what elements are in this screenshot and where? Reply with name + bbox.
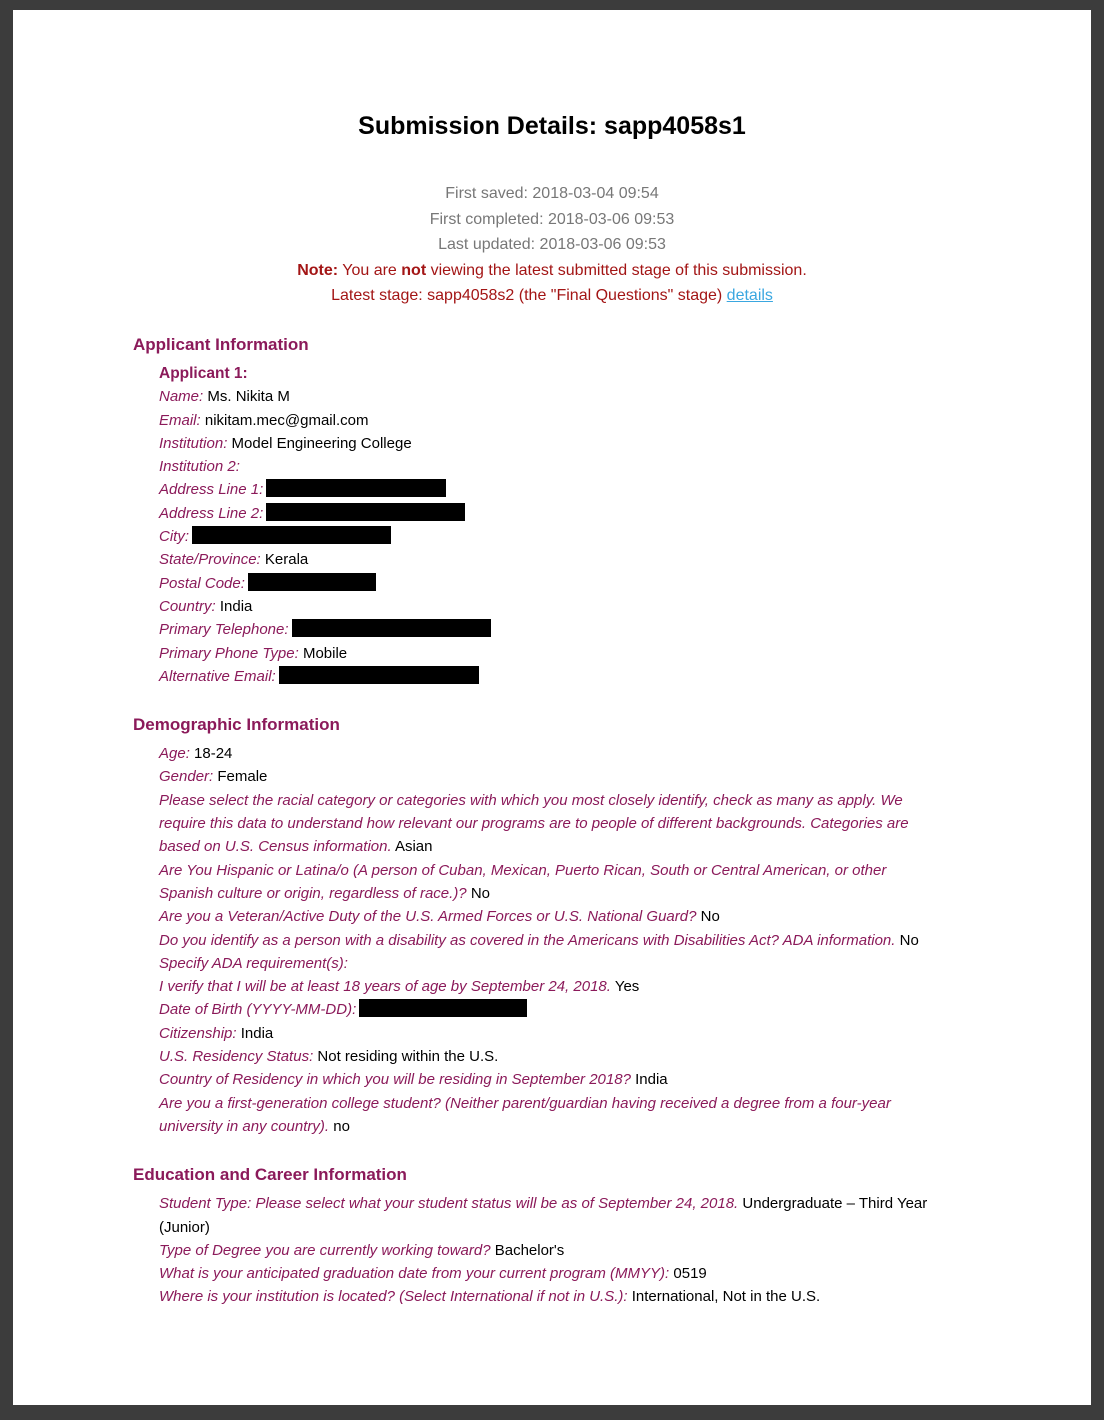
field-row xyxy=(159,385,943,408)
note-emphasis: not xyxy=(401,261,427,279)
field-row xyxy=(159,502,943,525)
field-value: India xyxy=(240,1024,274,1042)
field-row xyxy=(159,1045,943,1068)
field-row xyxy=(159,859,943,906)
field-row xyxy=(159,1239,943,1262)
field-value: Bachelor's xyxy=(494,1241,565,1259)
applicant-fields xyxy=(133,362,943,688)
field-row xyxy=(159,1068,943,1091)
field-label: Are You Hispanic or Latina/o (A person of Cuban, Mexican, Puerto Rican, South or Central American, or other Spanish culture or origin, regardless of race.)? xyxy=(159,861,887,902)
field-row xyxy=(159,478,943,501)
details-link[interactable]: details xyxy=(726,287,773,304)
latest-stage-text: Latest stage: sapp4058s2 (the "Final Questions" stage) xyxy=(331,287,727,304)
field-label: Primary Phone Type: xyxy=(159,644,299,662)
field-row xyxy=(159,525,943,548)
submission-content xyxy=(133,333,943,1334)
field-label: Institution 2: xyxy=(159,458,240,476)
field-label: Do you identify as a person with a disability as covered in the Americans with Disabilities Act? ADA information. xyxy=(159,931,896,949)
field-label: Gender: xyxy=(159,768,214,786)
field-label: Are you a first-generation college student? (Neither parent/guardian having received a degree from a four-year university in any country). xyxy=(159,1094,891,1135)
field-row xyxy=(159,998,943,1021)
field-value: No xyxy=(700,908,720,926)
applicant-section xyxy=(133,333,943,688)
field-label: Date of Birth (YYYY-MM-DD): xyxy=(159,1001,357,1019)
redacted-value xyxy=(279,666,479,684)
field-value: Ms. Nikita M xyxy=(207,388,290,406)
last-updated: Last updated: 2018-03-06 09:53 xyxy=(438,236,666,253)
field-row xyxy=(159,952,943,975)
field-label: Email: xyxy=(159,411,201,429)
field-value: Mobile xyxy=(302,644,348,662)
redacted-value xyxy=(192,526,391,544)
field-row xyxy=(159,1262,943,1285)
field-row xyxy=(159,1285,943,1308)
field-label: What is your anticipated graduation date from your current program (MMYY): xyxy=(159,1265,670,1283)
field-label: I verify that I will be at least 18 years of age by September 24, 2018. xyxy=(159,978,611,996)
redacted-value xyxy=(359,999,527,1017)
field-value: 0519 xyxy=(673,1265,707,1283)
field-label: Address Line 2: xyxy=(159,504,264,522)
field-row xyxy=(159,432,943,455)
field-label: City: xyxy=(159,528,189,546)
redacted-value xyxy=(266,479,446,497)
field-value: Yes xyxy=(614,978,640,996)
field-label: Where is your institution is located? (Select International if not in U.S.): xyxy=(159,1288,628,1306)
redacted-value xyxy=(266,503,465,521)
field-label: Please select the racial category or categories with which you most closely identify, check as many as apply. We require this data to understand how relevant our programs are to people of different backgrounds. Categories are based on U.S. Census information. xyxy=(159,791,909,856)
education-section xyxy=(133,1163,943,1308)
field-row xyxy=(159,548,943,571)
field-row xyxy=(159,905,943,928)
field-value: nikitam.mec@gmail.com xyxy=(204,411,369,429)
note-text-end: viewing the latest submitted stage of this submission. xyxy=(426,261,807,279)
field-value: Not residing within the U.S. xyxy=(317,1048,499,1066)
field-value: Model Engineering College xyxy=(231,434,412,452)
field-label: Alternative Email: xyxy=(159,667,276,685)
field-row xyxy=(159,1022,943,1045)
field-value: no xyxy=(333,1117,350,1135)
field-label: State/Province: xyxy=(159,551,261,569)
field-value: Undergraduate – Third Year (Junior) xyxy=(159,1195,928,1236)
field-value: Female xyxy=(217,768,268,786)
demographic-fields xyxy=(133,742,943,1138)
field-row xyxy=(159,1092,943,1139)
field-label: Age: xyxy=(159,745,190,763)
first-saved: First saved: 2018-03-04 09:54 xyxy=(445,185,659,202)
field-row xyxy=(159,595,943,618)
field-row xyxy=(159,975,943,998)
note-text: You are xyxy=(338,261,402,279)
section-heading: Education and Career Information xyxy=(133,1165,407,1185)
field-row xyxy=(159,742,943,765)
field-label: Address Line 1: xyxy=(159,481,264,499)
latest-stage xyxy=(0,283,1104,309)
education-fields xyxy=(133,1192,943,1308)
field-label: Type of Degree you are currently working toward? xyxy=(159,1241,491,1259)
field-label: Postal Code: xyxy=(159,574,245,592)
field-row xyxy=(159,642,943,665)
field-row xyxy=(159,929,943,952)
applicant-subheading: Applicant 1: xyxy=(159,365,248,382)
first-completed: First completed: 2018-03-06 09:53 xyxy=(429,210,675,228)
field-value: Asian xyxy=(394,838,433,856)
submission-meta xyxy=(0,181,1104,309)
field-row xyxy=(159,618,943,641)
demographic-section xyxy=(133,713,943,1138)
redacted-value xyxy=(292,619,491,637)
field-value: 18-24 xyxy=(194,745,233,763)
redacted-value xyxy=(248,573,376,591)
field-value: No xyxy=(470,884,491,902)
field-label: Specify ADA requirement(s): xyxy=(159,954,348,972)
field-value: No xyxy=(899,931,919,949)
note-label: Note: xyxy=(297,261,339,279)
field-row xyxy=(159,455,943,478)
field-value: India xyxy=(635,1071,668,1089)
field-label: U.S. Residency Status: xyxy=(159,1048,314,1066)
field-label: Citizenship: xyxy=(159,1024,237,1042)
field-label: Country: xyxy=(159,597,216,615)
field-row xyxy=(159,572,943,595)
field-row xyxy=(159,765,943,788)
section-heading: Demographic Information xyxy=(133,715,340,735)
field-label: Are you a Veteran/Active Duty of the U.S. Armed Forces or U.S. National Guard? xyxy=(159,908,697,926)
field-row xyxy=(159,789,943,859)
section-heading: Applicant Information xyxy=(133,335,309,354)
page-title: Submission Details: sapp4058s1 xyxy=(358,112,746,140)
stage-note xyxy=(0,258,1104,284)
field-value: International, Not in the U.S. xyxy=(631,1288,821,1306)
field-row xyxy=(159,665,943,688)
field-value: Kerala xyxy=(264,551,309,569)
field-row xyxy=(159,1192,943,1239)
field-row xyxy=(159,409,943,432)
field-label: Student Type: Please select what your student status will be as of September 24, 2018. xyxy=(159,1195,739,1213)
field-label: Primary Telephone: xyxy=(159,621,289,639)
field-label: Institution: xyxy=(159,434,228,452)
field-label: Name: xyxy=(159,388,204,406)
field-value: India xyxy=(219,597,253,615)
field-label: Country of Residency in which you will be residing in September 2018? xyxy=(159,1071,631,1089)
